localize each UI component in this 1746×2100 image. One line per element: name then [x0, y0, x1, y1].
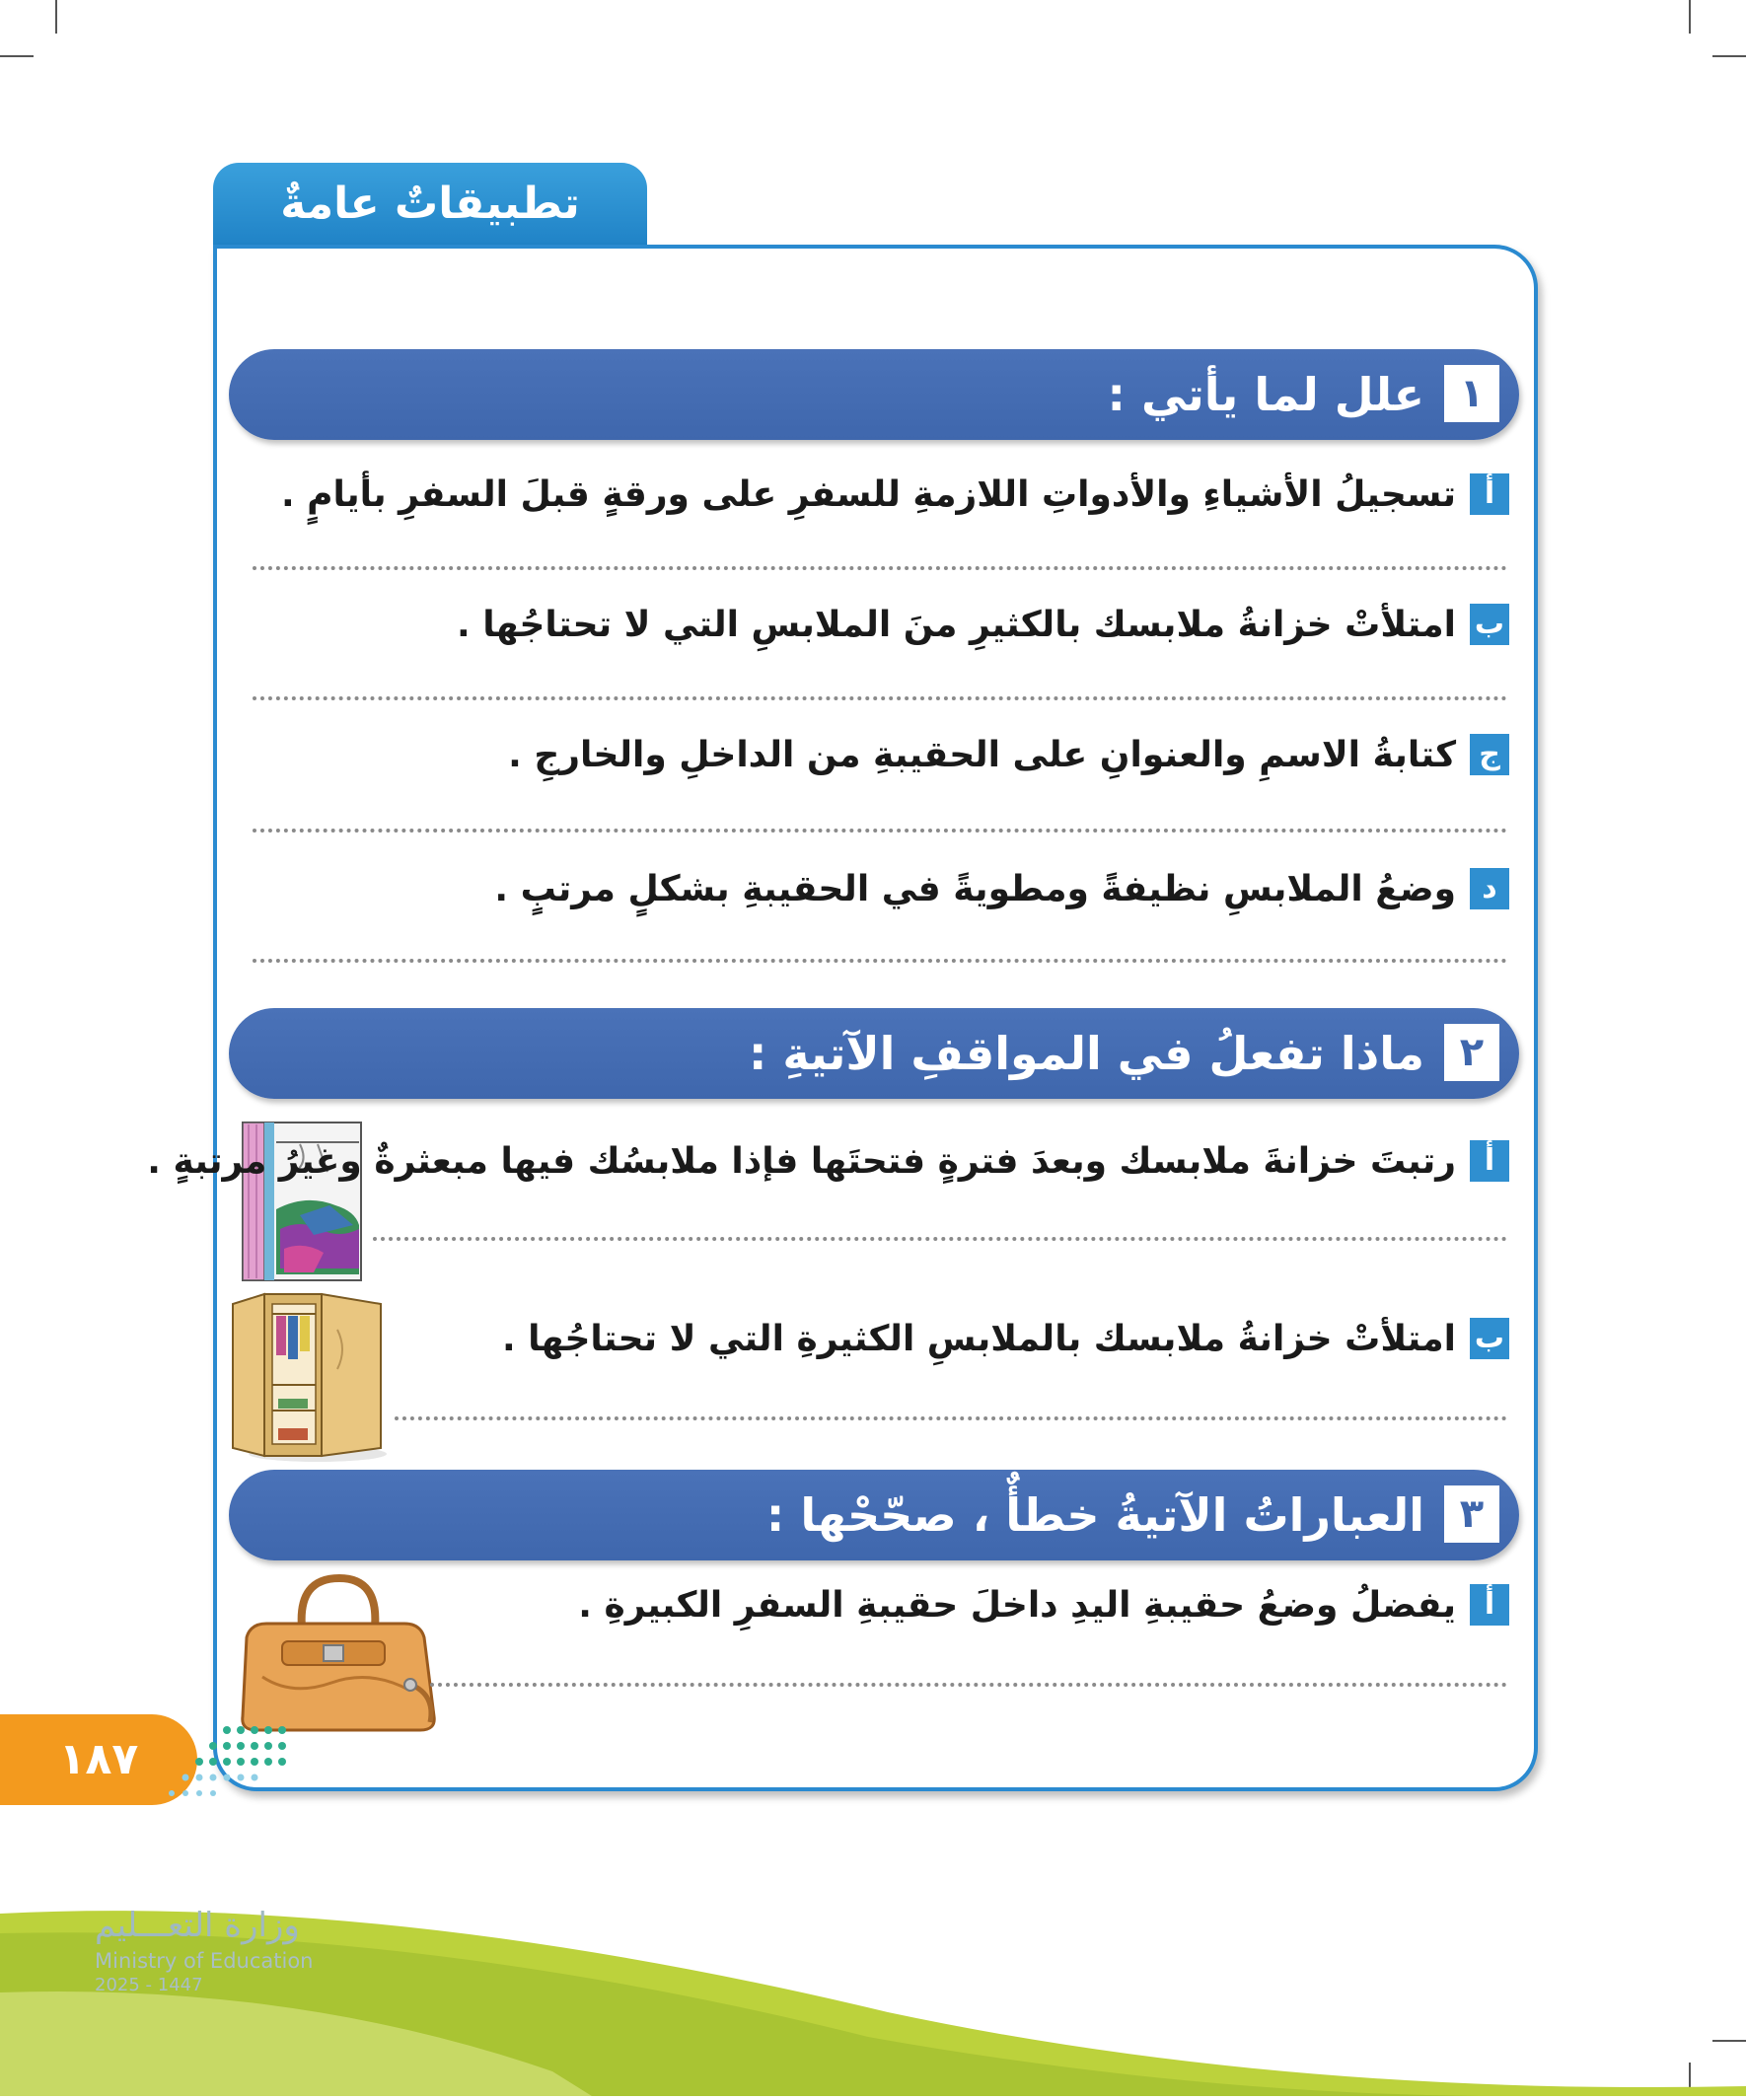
answer-line[interactable] — [253, 696, 1507, 700]
page-number-badge: ١٨٧ — [0, 1714, 197, 1805]
answer-line[interactable] — [430, 1683, 1507, 1687]
section-title: العباراتُ الآتيةُ خطأٌ ، صحّحْها : — [765, 1488, 1424, 1542]
section-number: ٣ — [1444, 1485, 1499, 1543]
crop-mark — [55, 0, 57, 34]
item-text: امتلأتْ خزانةُ ملابسك بالملابسِ الكثيرةِ التي لا تحتاجُها . — [501, 1319, 1456, 1359]
item-letter: أ — [1470, 1584, 1509, 1626]
item-text: وضعُ الملابسِ نظيفةً ومطويةً في الحقيبةِ بشكلٍ مرتبٍ . — [494, 869, 1456, 909]
answer-line[interactable] — [373, 1237, 1507, 1241]
item-text: تسجيلُ الأشياءِ والأدواتِ اللازمةِ للسفرِ على ورقةٍ قبلَ السفرِ بأيامٍ . — [280, 474, 1456, 515]
ministry-year: 2025 - 1447 — [95, 1975, 203, 1995]
answer-line[interactable] — [253, 959, 1507, 963]
crop-mark — [1712, 55, 1746, 57]
section-title: ماذا تفعلُ في المواقفِ الآتيةِ : — [748, 1027, 1424, 1080]
section-bar-3 — [229, 1470, 1519, 1560]
handbag-illustration — [233, 1568, 440, 1740]
answer-line[interactable] — [253, 829, 1507, 833]
item-letter: ج — [1470, 734, 1509, 775]
crop-mark — [0, 55, 34, 57]
item-text: كتابةُ الاسمِ والعنوانِ على الحقيبةِ من الداخلِ والخارجِ . — [508, 735, 1456, 775]
ministry-name-arabic: وزارة التعـــليم — [95, 1906, 300, 1945]
section-title: علل لما يأتي : — [1107, 368, 1424, 421]
item-letter: د — [1470, 868, 1509, 909]
ministry-name-english: Ministry of Education — [95, 1949, 314, 1973]
crop-mark — [1689, 0, 1691, 34]
item-letter: أ — [1470, 473, 1509, 515]
item-text: امتلأتْ خزانةُ ملابسك بالكثيرِ منَ الملابسِ التي لا تحتاجُها . — [456, 605, 1456, 645]
ministry-logo-icon — [79, 1716, 316, 1809]
item-letter: ب — [1470, 1318, 1509, 1359]
answer-line[interactable] — [253, 566, 1507, 570]
item-text: يفضلُ وضعُ حقيبةِ اليدِ داخلَ حقيبةِ السفرِ الكبيرةِ . — [578, 1585, 1456, 1626]
section-number: ١ — [1444, 365, 1499, 422]
item-letter: أ — [1470, 1140, 1509, 1182]
section-bar-1 — [229, 349, 1519, 440]
section-number: ٢ — [1444, 1024, 1499, 1081]
answer-line[interactable] — [395, 1416, 1507, 1420]
page-title: تطبيقاتٌ عامةٌ — [280, 179, 580, 229]
wardrobe-illustration — [229, 1290, 387, 1468]
section-bar-2 — [229, 1008, 1519, 1099]
item-text: رتبتَ خزانةَ ملابسك وبعدَ فترةٍ فتحتَها فإذا ملابسُك فيها مبعثرةٌ وغيرُ مرتبةٍ . — [147, 1141, 1456, 1182]
item-letter: ب — [1470, 604, 1509, 645]
